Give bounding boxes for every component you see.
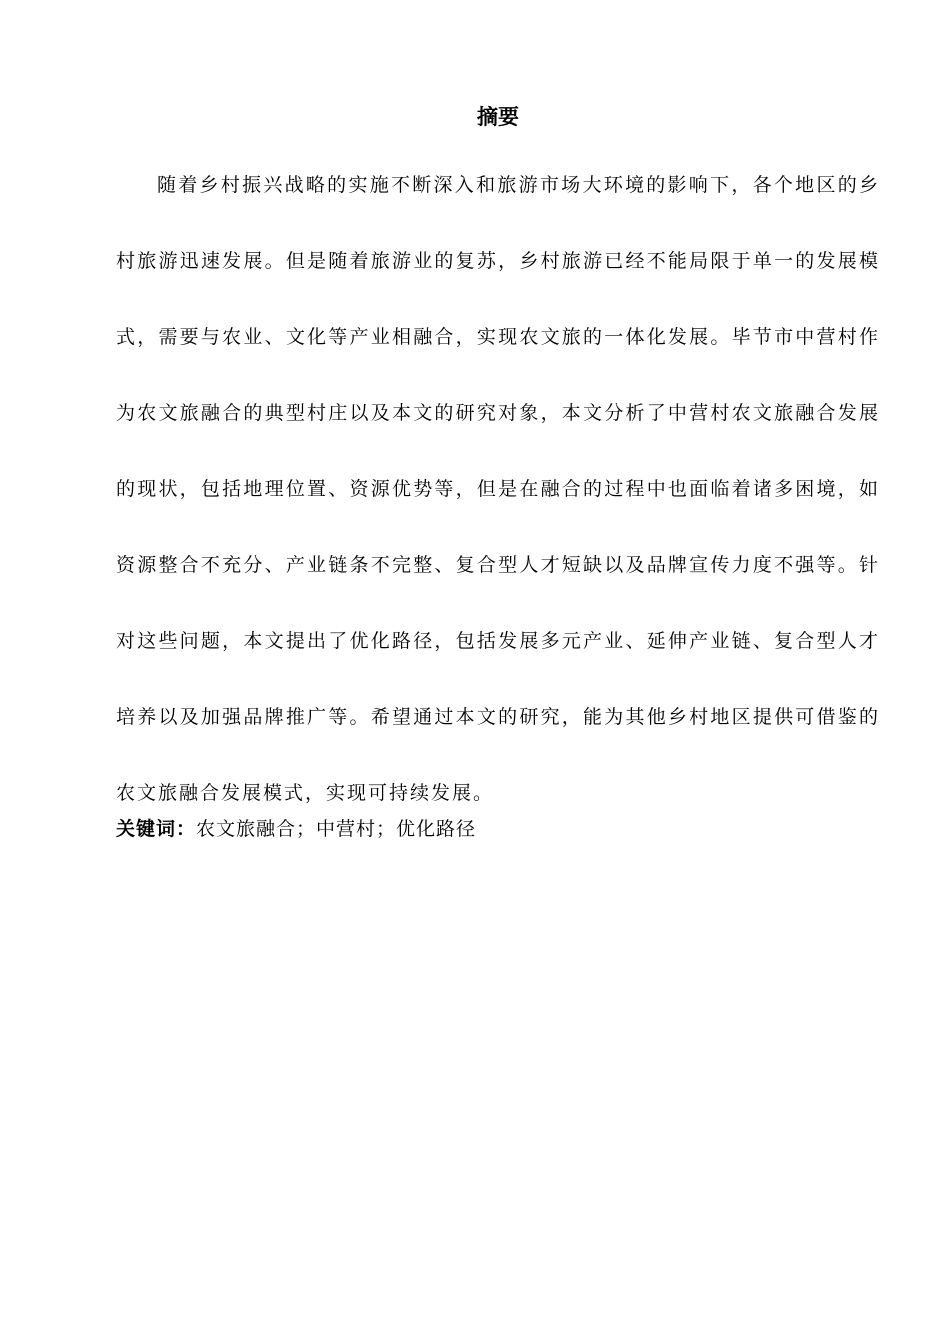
abstract-body: 随着乡村振兴战略的实施不断深入和旅游市场大环境的影响下，各个地区的乡村旅游迅速发展。但是随着旅游业的复苏，乡村旅游已经不能局限于单一的发展模式，需要与农业、文化等产业相融合，实现农文旅的一体化发展。毕节市中营村作为农文旅融合的典型村庄以及本文的研究对象，本文分析了中营村农文旅融合发展的现状，包括地理位置、资源优势等，但是在融合的过程中也面临着诸多困境，如资源整合不充分、产业链条不完整、复合型人才短缺以及品牌宣传力度不强等。针对这些问题，本文提出了优化路径，包括发展多元产业、延伸产业链、复合型人才培养以及加强品牌推广等。希望通过本文的研究，能为其他乡村地区提供可借鉴的农文旅融合发展模式，实现可持续发展。 [116, 174, 880, 804]
keywords-label: 关键词： [116, 818, 197, 840]
abstract-title: 摘要 [477, 105, 519, 129]
keywords-line [116, 811, 880, 847]
keywords-text: 农文旅融合；中营村；优化路径 [196, 818, 477, 840]
